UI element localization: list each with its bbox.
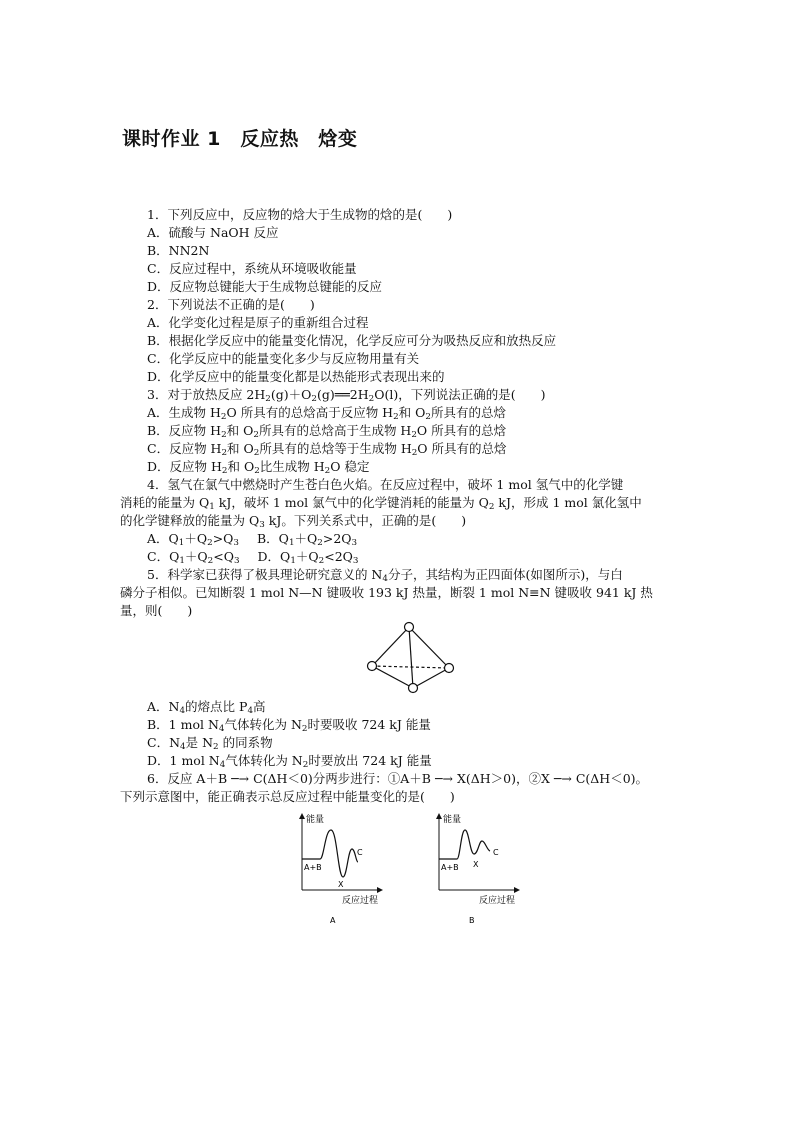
atom-right xyxy=(445,664,454,673)
q1-option-b: B．NN2N xyxy=(147,243,210,258)
q4-line-2: 消耗的能量为 $Q_1$ kJ，破坏 1 mol 氯气中的化学键消耗的能量为 $Q_2$ kJ，形成 1 mol 氯化氢中 xyxy=(120,495,642,512)
q3-stem: 3．对于放热反应 $2H_2(g)+O_2(g)══2H_2O(l)$，下列说法正确的是( ) xyxy=(147,387,546,404)
edge-top-bottom xyxy=(409,627,413,688)
end-label: C xyxy=(357,848,363,857)
start-label: A+B xyxy=(441,863,459,872)
energy-curve xyxy=(439,830,490,859)
q2-option-d: D．化学反应中的能量变化都是以热能形式表现出来的 xyxy=(147,369,445,384)
q5-line-2: 磷分子相似。已知断裂 1 mol N—N 键吸收 193 kJ 热量，断裂 1 mol N≡N 键吸收 941 kJ 热 xyxy=(120,585,653,600)
diagram-caption: B xyxy=(469,916,475,925)
edge-top-left xyxy=(372,627,409,666)
atom-top xyxy=(405,623,414,632)
q2-option-a: A．化学变化过程是原子的重新组合过程 xyxy=(147,315,369,330)
start-label: A+B xyxy=(304,863,322,872)
mid-label: X xyxy=(338,880,344,889)
q5-line-1: 5．科学家已获得了极具理论研究意义的 $N_4$分子，其结构为正四面体(如图所示)，与白 xyxy=(147,567,623,584)
energy-diagram-a xyxy=(290,810,395,928)
q1-option-c: C．反应过程中，系统从环境吸收能量 xyxy=(147,261,357,276)
q4-options-cd: C．$Q_1+Q_2<Q_3$ D．$Q_1+Q_2<2Q_3$ xyxy=(147,549,359,566)
y-axis-label: 能量 xyxy=(306,815,325,825)
q2-option-c: C．化学反应中的能量变化多少与反应物用量有关 xyxy=(147,351,420,366)
q5-q6-block xyxy=(120,698,677,806)
q4-line-3: 的化学键释放的能量为 $Q_3$ kJ。下列关系式中，正确的是( ) xyxy=(120,513,467,530)
mid-label: X xyxy=(473,860,479,869)
page-title: 课时作业 1 反应热 焓变 xyxy=(122,128,358,150)
q6-line-2: 下列示意图中，能正确表示总反应过程中能量变化的是( ) xyxy=(120,789,455,804)
end-label: C xyxy=(493,848,499,857)
energy-diagram-b xyxy=(427,810,532,928)
question-list xyxy=(120,206,677,620)
q1-option-d: D．反应物总键能大于生成物总键能的反应 xyxy=(147,279,383,294)
edge-left-bottom xyxy=(372,666,413,688)
q1-stem: 1．下列反应中，反应物的焓大于生成物的焓的是( ) xyxy=(147,207,453,222)
q5-option-d: D．1 mol $N_4$气体转化为 $N_2$时要放出 724 kJ 能量 xyxy=(147,753,432,770)
q5-option-b: B．1 mol $N_4$气体转化为 $N_2$时要吸收 724 kJ 能量 xyxy=(147,717,431,734)
q3-option-c: C．反应物 $H_2$和 $O_2$所具有的总焓等于生成物 $H_2O$ 所具有的总焓 xyxy=(147,441,507,458)
atom-bottom xyxy=(409,684,418,693)
q5-line-3: 量，则( ) xyxy=(120,603,193,618)
q4-line-1: 4．氢气在氯气中燃烧时产生苍白色火焰。在反应过程中，破坏 1 mol 氢气中的化学键 xyxy=(147,477,624,492)
y-axis-label: 能量 xyxy=(443,815,462,825)
x-axis-label: 反应过程 xyxy=(479,896,516,906)
q3-option-b: B．反应物 $H_2$和 $O_2$所具有的总焓高于生成物 $H_2O$ 所具有的总焓 xyxy=(147,423,507,440)
q2-stem: 2．下列说法不正确的是( ) xyxy=(147,297,315,312)
q3-option-a: A．生成物 $H_2O$ 所具有的总焓高于反应物 $H_2$和 $O_2$所具有的总焓 xyxy=(147,405,506,422)
diagram-caption: A xyxy=(330,916,336,925)
x-axis-label: 反应过程 xyxy=(342,896,379,906)
q6-line-1: 6．反应 A＋B ─→ C(ΔH＜0)分两步进行：①A＋B ─→ X(ΔH＞0)，②X ─→ C(ΔH＜0)。 xyxy=(147,771,649,786)
q4-options-ab: A．$Q_1+Q_2>Q_3$ B．$Q_1+Q_2>2Q_3$ xyxy=(147,531,358,548)
edge-top-right xyxy=(409,627,449,668)
q1-option-a: A．硫酸与 NaOH 反应 xyxy=(147,225,279,240)
q5-option-a: A．$N_4$的熔点比 $P_4$高 xyxy=(147,699,266,716)
q3-option-d: D．反应物 $H_2$和 $O_2$比生成物 $H_2O$ 稳定 xyxy=(147,459,370,476)
edge-right-bottom xyxy=(413,668,449,688)
q5-option-c: C．$N_4$是 $N_2$ 的同系物 xyxy=(147,735,273,752)
atom-left xyxy=(368,662,377,671)
edge-left-right-hidden xyxy=(372,666,449,668)
q2-option-b: B．根据化学反应中的能量变化情况，化学反应可分为吸热反应和放热反应 xyxy=(147,333,557,348)
tetrahedron-figure xyxy=(360,616,460,696)
